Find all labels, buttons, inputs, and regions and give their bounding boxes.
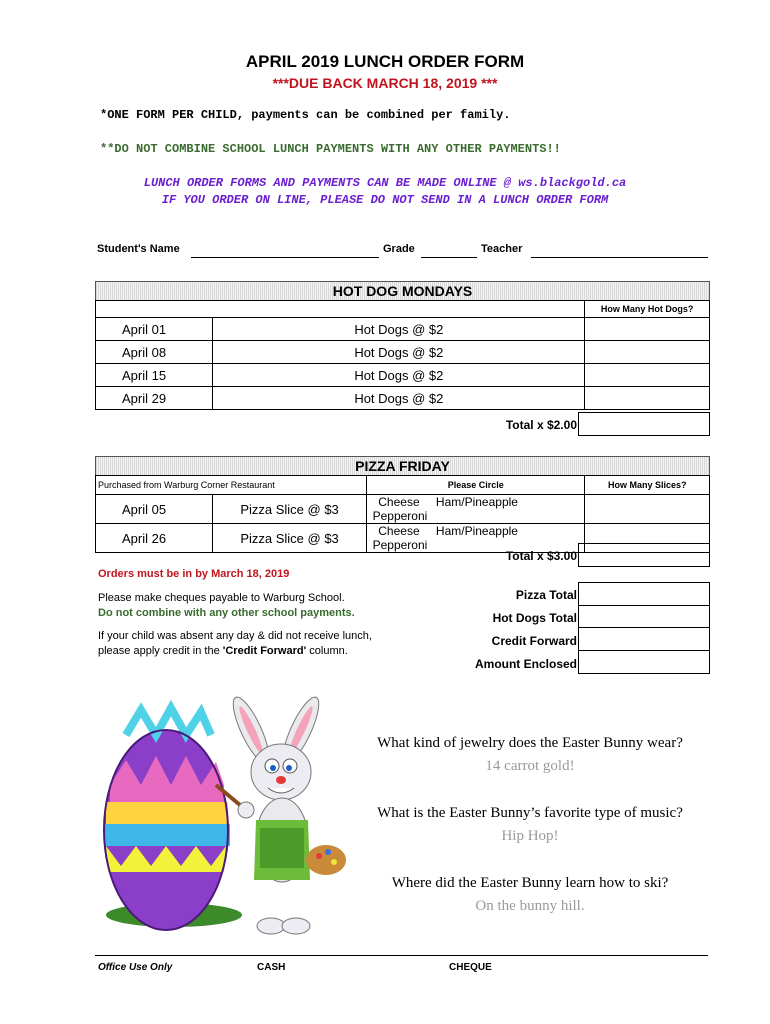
pizza-total-sum-label: Pizza Total	[515, 588, 577, 602]
student-name-label: Student's Name	[97, 243, 180, 255]
teacher-field[interactable]	[531, 243, 708, 258]
grade-field[interactable]	[421, 243, 477, 258]
hotdog-date: April 29	[96, 387, 213, 410]
option-cheese[interactable]: Cheese	[378, 524, 420, 538]
pizza-heading: PIZZA FRIDAY	[95, 456, 710, 476]
amount-enclosed-field[interactable]	[578, 651, 710, 674]
hotdog-qty-cell[interactable]	[585, 341, 710, 364]
easter-egg-icon	[104, 708, 230, 930]
absent-note-bold: 'Credit Forward'	[222, 645, 307, 657]
option-pepperoni[interactable]: Pepperoni	[372, 509, 428, 523]
no-combine-school-note: Do not combine with any other school payments.	[98, 607, 355, 619]
table-row	[96, 341, 710, 364]
credit-forward-label: Credit Forward	[491, 634, 577, 648]
credit-forward-field[interactable]	[578, 628, 710, 651]
hotdog-qty-cell[interactable]	[585, 364, 710, 387]
form-title: APRIL 2019 LUNCH ORDER FORM	[245, 52, 525, 71]
option-pepperoni[interactable]: Pepperoni	[372, 538, 428, 552]
vendor-note: Purchased from Warburg Corner Restaurant	[96, 476, 367, 495]
joke-answer: Hip Hop!	[501, 828, 559, 844]
hotdog-qty-cell[interactable]	[585, 318, 710, 341]
cheque-label: CHEQUE	[449, 962, 492, 973]
pizza-qty-cell[interactable]	[585, 495, 710, 524]
easter-bunny-illustration	[96, 690, 346, 945]
office-use-label: Office Use Only	[98, 962, 173, 973]
hotdog-total-label: Total x $2.00	[505, 418, 577, 432]
pizza-total-sum-field[interactable]	[578, 582, 710, 606]
table-row	[96, 387, 710, 410]
student-name-field[interactable]	[191, 243, 379, 258]
teacher-label: Teacher	[481, 243, 523, 255]
hotdog-table	[95, 300, 710, 410]
circle-header: Please Circle	[366, 476, 585, 495]
online-note: LUNCH ORDER FORMS AND PAYMENTS CAN BE MADE ONLINE @ ws.blackgold.ca	[143, 176, 627, 190]
hotdog-qty-header: How Many Hot Dogs?	[585, 301, 710, 318]
due-date: ***DUE BACK MARCH 18, 2019 ***	[272, 75, 498, 91]
hotdog-item: Hot Dogs @ $2	[213, 318, 585, 341]
table-row	[96, 318, 710, 341]
joke-question: What is the Easter Bunny’s favorite type of music?	[377, 805, 683, 821]
absent-note-2	[98, 645, 348, 657]
hotdog-qty-cell[interactable]	[585, 387, 710, 410]
hotdog-item: Hot Dogs @ $2	[213, 341, 585, 364]
hotdogs-total-sum-field[interactable]	[578, 605, 710, 628]
hotdog-item: Hot Dogs @ $2	[213, 364, 585, 387]
joke-answer: 14 carrot gold!	[485, 758, 575, 774]
deadline-note: Orders must be in by March 18, 2019	[98, 568, 290, 580]
hotdogs-total-sum-label: Hot Dogs Total	[492, 611, 577, 625]
hotdog-date: April 08	[96, 341, 213, 364]
hotdog-item: Hot Dogs @ $2	[213, 387, 585, 410]
grade-label: Grade	[383, 243, 415, 255]
hotdog-heading: HOT DOG MONDAYS	[95, 281, 710, 301]
online-note-2: IF YOU ORDER ON LINE, PLEASE DO NOT SEND IN A LUNCH ORDER FORM	[161, 193, 609, 207]
pizza-item: Pizza Slice @ $3	[213, 524, 367, 553]
absent-note-prefix: please apply credit in the	[98, 645, 223, 657]
option-ham-pineapple[interactable]: Ham/Pineapple	[435, 495, 518, 509]
pizza-qty-header: How Many Slices?	[585, 476, 710, 495]
joke-answer: On the bunny hill.	[475, 898, 585, 914]
one-form-note: *ONE FORM PER CHILD, payments can be combined per family.	[100, 108, 511, 122]
table-row	[96, 364, 710, 387]
cheques-note: Please make cheques payable to Warburg School.	[98, 592, 345, 604]
pizza-date: April 26	[96, 524, 213, 553]
bunny-icon	[216, 693, 346, 934]
table-row	[96, 495, 710, 524]
option-ham-pineapple[interactable]: Ham/Pineapple	[435, 524, 518, 538]
amount-enclosed-label: Amount Enclosed	[474, 657, 577, 671]
pizza-options	[366, 495, 585, 524]
pizza-item: Pizza Slice @ $3	[213, 495, 367, 524]
no-combine-note: **DO NOT COMBINE SCHOOL LUNCH PAYMENTS WITH ANY OTHER PAYMENTS!!	[100, 142, 561, 156]
hotdog-date: April 15	[96, 364, 213, 387]
joke-question: What kind of jewelry does the Easter Bunny wear?	[377, 735, 683, 751]
pizza-date: April 05	[96, 495, 213, 524]
absent-note-1: If your child was absent any day & did not receive lunch,	[98, 630, 372, 642]
pizza-total-label: Total x $3.00	[505, 549, 577, 563]
option-cheese[interactable]: Cheese	[378, 495, 420, 509]
hotdog-date: April 01	[96, 318, 213, 341]
absent-note-suffix: column.	[306, 645, 348, 657]
joke-question: Where did the Easter Bunny learn how to ski?	[391, 875, 669, 891]
hotdog-total-field[interactable]	[578, 412, 710, 436]
office-use-bar	[95, 955, 708, 982]
pizza-table	[95, 475, 710, 553]
pizza-total-field[interactable]	[578, 543, 710, 567]
cash-label: CASH	[257, 962, 286, 973]
